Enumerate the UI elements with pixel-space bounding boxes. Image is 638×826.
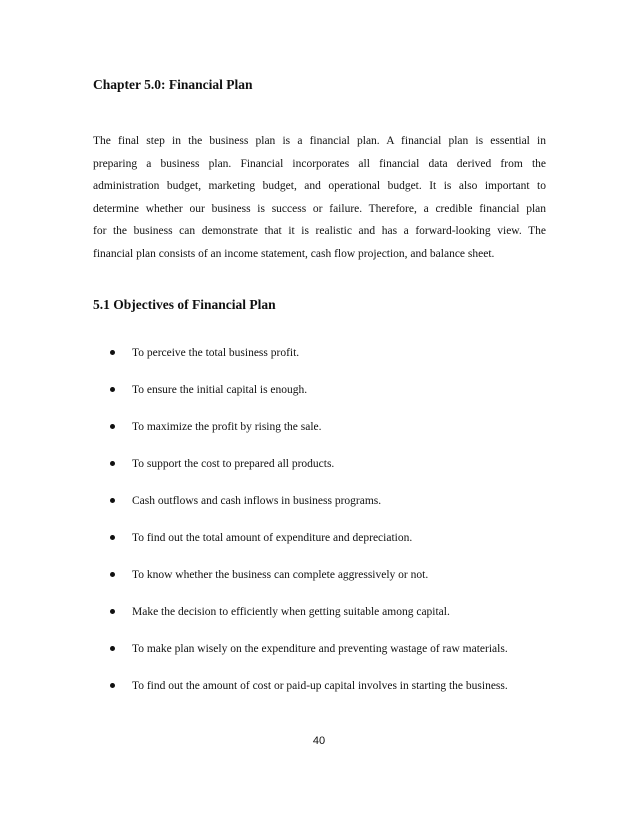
intro-paragraph: [93, 130, 546, 266]
bullet-icon: [110, 683, 115, 688]
page-number: 40: [312, 735, 326, 747]
bullet-icon: [110, 461, 115, 466]
bullet-icon: [110, 424, 115, 429]
intro-line: determine whether our business is success or failure. Therefore, a credible financial plan: [93, 202, 546, 215]
list-item-text: To know whether the business can complete aggressively or not.: [132, 569, 429, 581]
bullet-icon: [110, 609, 115, 614]
list-item-text: Cash outflows and cash inflows in business programs.: [132, 495, 382, 507]
list-item-text: To find out the total amount of expenditure and depreciation.: [132, 532, 413, 544]
chapter-title: Chapter 5.0: Financial Plan: [93, 77, 253, 92]
section-title: 5.1 Objectives of Financial Plan: [93, 297, 276, 312]
bullet-icon: [110, 572, 115, 577]
intro-line: financial plan consists of an income statement, cash flow projection, and balance sheet.: [93, 247, 495, 260]
bullet-icon: [110, 646, 115, 651]
list-item-text: To ensure the initial capital is enough.: [132, 384, 308, 396]
list-item-text: To support the cost to prepared all products.: [132, 458, 335, 470]
intro-line: The final step in the business plan is a financial plan. A financial plan is essential in: [93, 135, 546, 147]
bullet-icon: [110, 535, 115, 540]
bullet-icon: [110, 350, 115, 355]
intro-line: administration budget, marketing budget, and operational budget. It is also important to: [93, 180, 546, 193]
list-item-text: To maximize the profit by rising the sale.: [132, 421, 322, 433]
bullet-icon: [110, 387, 115, 392]
list-item-text: To perceive the total business profit.: [132, 347, 300, 359]
bullet-icon: [110, 498, 115, 503]
intro-line: preparing a business plan. Financial incorporates all financial data derived from the: [93, 157, 546, 170]
list-item-text: To find out the amount of cost or paid-up capital involves in starting the business.: [132, 680, 508, 692]
intro-line: for the business can demonstrate that it is realistic and has a forward-looking view. The: [93, 225, 546, 238]
list-item-text: Make the decision to efficiently when getting suitable among capital.: [132, 606, 450, 618]
list-item-text: To make plan wisely on the expenditure and preventing wastage of raw materials.: [132, 643, 508, 655]
